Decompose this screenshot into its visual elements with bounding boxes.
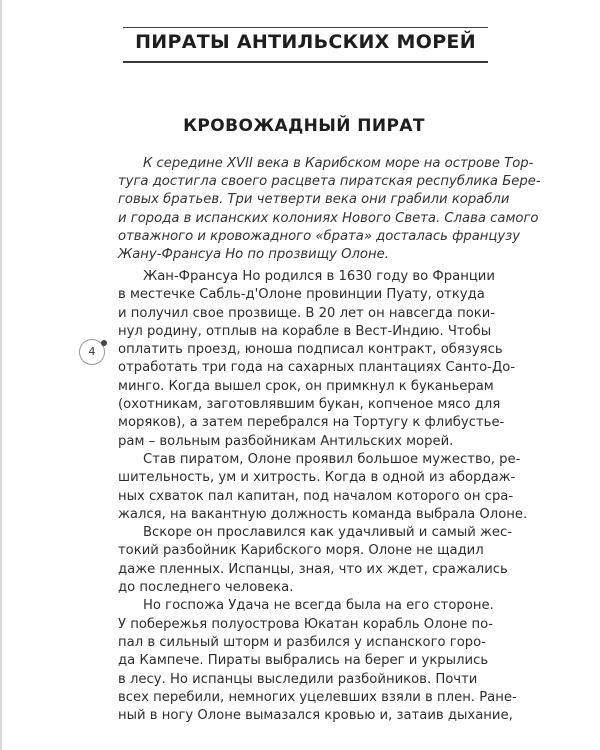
- intro-line: отважного и кровожадного «брата» досталась французу: [118, 228, 521, 244]
- body-line: ный в ногу Олоне вымазался кровью и, затаив дыхание,: [118, 708, 513, 724]
- body-line: оплатить проезд, юноша подписал контракт, обязуясь: [118, 342, 503, 358]
- body-line: всех перебили, немногих уцелевших взяли в плен. Ране-: [118, 689, 517, 705]
- body-line: рам – вольным разбойникам Антильских морей.: [118, 433, 454, 449]
- intro-line: говых братьев. Три четверти века они грабили корабли: [118, 192, 510, 208]
- body-line: (охотникам, заготовлявшим букан, копченое мясо для: [118, 397, 501, 413]
- header-rule-top: [123, 27, 488, 28]
- body-line: Став пиратом, Олоне проявил большое мужество, ре-: [143, 451, 521, 467]
- header-rule-bottom: [123, 61, 488, 63]
- page-number-dot: [101, 340, 107, 346]
- body-line: У побережья полуострова Юкатан корабль Олоне по-: [118, 616, 493, 632]
- page-edge: [0, 0, 2, 750]
- body-line: нул родину, отплыв на корабле в Вест-Индию. Чтобы: [118, 323, 492, 339]
- body-line: да Кампече. Пираты выбрались на берег и укрылись: [118, 653, 489, 669]
- body-line: минго. Когда вышел срок, он примкнул к буканьерам: [118, 378, 494, 394]
- body-line: и получил свое прозвище. В 20 лет он навсегда поки-: [118, 305, 496, 321]
- body-line: Жан-Франсуа Но родился в 1630 году во Франции: [143, 269, 495, 284]
- intro-paragraph: [118, 155, 541, 264]
- body-line: в лесу. Но испанцы выследили разбойников. Почти: [118, 671, 478, 687]
- body-line: до последнего человека.: [118, 580, 294, 596]
- body-line: даже пленных. Испанцы, зная, что их ждет, сражались: [118, 561, 508, 577]
- body-line: жался, на вакантную должность команда выбрала Олоне.: [118, 506, 528, 522]
- body-line: в местечке Сабль-д'Олоне провинции Пуату, откуда: [118, 287, 485, 303]
- body-line: отработать три года на сахарных плантациях Санто-До-: [118, 360, 516, 376]
- intro-line: К середине XVII века в Карибском море на острове Тор-: [143, 156, 534, 171]
- body-text: [118, 268, 528, 725]
- page-number: 4: [79, 339, 105, 365]
- body-line: моряков), а затем перебрался на Тортугу к флибустье-: [118, 415, 505, 431]
- body-line: шительность, ум и хитрость. Когда в одной из абордаж-: [118, 470, 516, 486]
- body-line: Но госпожа Удача не всегда была на его стороне.: [143, 598, 494, 614]
- body-line: Вскоре он прославился как удачливый и самый жес-: [143, 525, 513, 541]
- body-line: ных схваток пал капитан, под началом которого он сра-: [118, 488, 514, 504]
- running-header-title: ПИРАТЫ АНТИЛЬСКИХ МОРЕЙ: [135, 31, 476, 53]
- intro-line: туга достигла своего расцвета пиратская республика Бере-: [118, 174, 541, 190]
- chapter-title: КРОВОЖАДНЫЙ ПИРАТ: [183, 116, 425, 136]
- body-line: токий разбойник Карибского моря. Олоне не щадил: [118, 543, 484, 559]
- intro-line: Жану-Франсуа Но по прозвищу Олоне.: [118, 247, 389, 263]
- body-line: пал в сильный шторм и разбился у испанского горо-: [118, 634, 486, 650]
- intro-line: и города в испанских колониях Нового Света. Слава самого: [118, 210, 539, 226]
